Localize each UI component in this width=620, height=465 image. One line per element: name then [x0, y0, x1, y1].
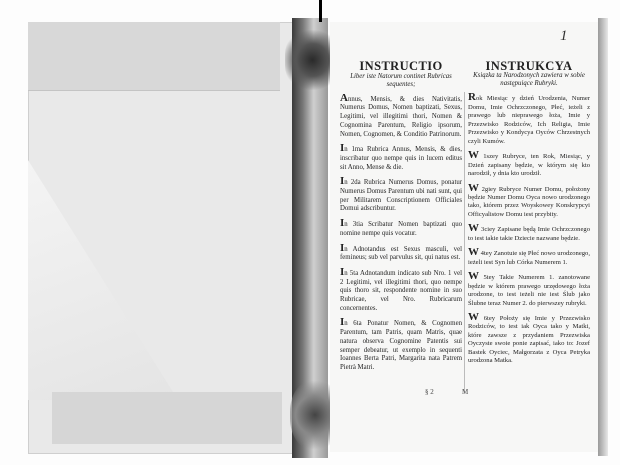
polish-paragraph: W 4tey Zanotuie się Płeć nowo urodzonego, ieżeli iest Syn lub Córka Numerem 1. [468, 246, 590, 266]
latin-paragraph: In 3tia Scribatur Nomen baptizati quo nomine nempe quis vocatur. [340, 217, 462, 237]
latin-paragraph: In 2da Rubrica Numerus Domus, ponatur Numerus Domus Parentum ubi nati sunt, qui per Militarem Conscriptionem Officiales Domui adscribuntur. [340, 175, 462, 213]
latin-paragraph: In Adnotandus est Sexus masculi, vel femineus; sub vel parvulus sit, qui natus est. [340, 241, 462, 262]
page-number: 1 [560, 28, 568, 44]
column-divider [464, 92, 465, 392]
polish-paragraph: W 5tey Takie Numerem 1. zanotowane będzie w którem prawego urzędowego łoża urodzone, to iest ieżeli nie iest Ślub jako Ślubne teraz Numer 2. do pierwszey rubryki. [468, 270, 590, 307]
polish-paragraph: Rok Miesiąc y dzień Urodzenia, Numer Domu, Imie Ochrzczonego, Płeć, ieżeli z prawego lub nieprawego łoża, Imie y Przezwisko Rodziców, Ich Religia, Imie Przezwisko y Kondycya Oyców Chrzestnych czyli Kumów. [468, 91, 590, 145]
latin-title: INSTRUCTIO [359, 59, 443, 73]
latin-catchword: § 2 [425, 388, 434, 396]
latin-column [340, 59, 462, 378]
spine-mark [319, 0, 322, 22]
page-edge [598, 18, 608, 456]
latin-subtitle: Liber iste Natorum continet Rubricas sequentes; [350, 72, 452, 88]
polish-paragraph: W 3ciey Zapisane będą Imie Ochrzczonego to iest iakie takie Dziecie nazwane będzie. [468, 222, 590, 242]
latin-paragraph: In 6ta Ponatur Nomen, & Cognomen Parentum, tam Patris, quam Matris, quae natura observa Cognomine Patentis sui semper debeatur, ut exemplo in sequenti Ioannes Berta Patri, Margarita nata Patrem Pietrà Matri. [340, 316, 462, 371]
polish-paragraph: W 1szey Rubryce, ten Rok, Miesiąc, y Dzień zapisany będzie, w którym się kto narodził, y dnia kto urodził. [468, 149, 590, 178]
latin-paragraph: Annus, Mensis, & dies Nativitatis, Numerus Domus, Nomen baptizati, Sexus, Legitimi, vel illegitimi thori, Nomen & Cognomina Parentum, Religio ipsorum, Nomen, Cognomen, & Conditio Patrinorum. [340, 91, 462, 138]
polish-subtitle: Ksiązka ta Narodzonych zawiera w sobie następuiące Rubryki. [473, 72, 585, 88]
polish-paragraph: W 6tey Położy się Imie y Przezwisko Rodziców, to iest iak Oyca tako y Matki, które zawsze z przydaniem Przezwiska Oyczyste swoie ponie zapisać, iako to: Jozef Bastek Oyciec, Małgorzata z Oyca Petryka urodzona Matka. [468, 310, 590, 365]
latin-paragraph: In 5ta Adnotandum indicato sub Nro. 1 vel 2 Legitimi, vel illegitimi thori, quo nempe quis thoro sit, respondente nomine in suo Rubricae, vel Nro. Rubricarum concernentes. [340, 265, 462, 312]
polish-catchword: M [462, 388, 469, 396]
latin-paragraph: In 1ma Rubrica Annus, Mensis, & dies, inscribatur quo nempe quis in lucem editus sit Anno, Mense & die. [340, 142, 462, 171]
cover-top-flap [28, 22, 280, 91]
polish-column [468, 59, 590, 371]
polish-title: INSTRUKCYA [485, 59, 573, 73]
polish-paragraph: W 2giey Rubryce Numer Domu, położony będzie Numer Domu Oyca nowo urodzonego tako, którem przez Woyskowey Konskrypcyi Officyalistow Domu iest przybity. [468, 181, 590, 218]
cover-bottom-flap [52, 392, 282, 444]
